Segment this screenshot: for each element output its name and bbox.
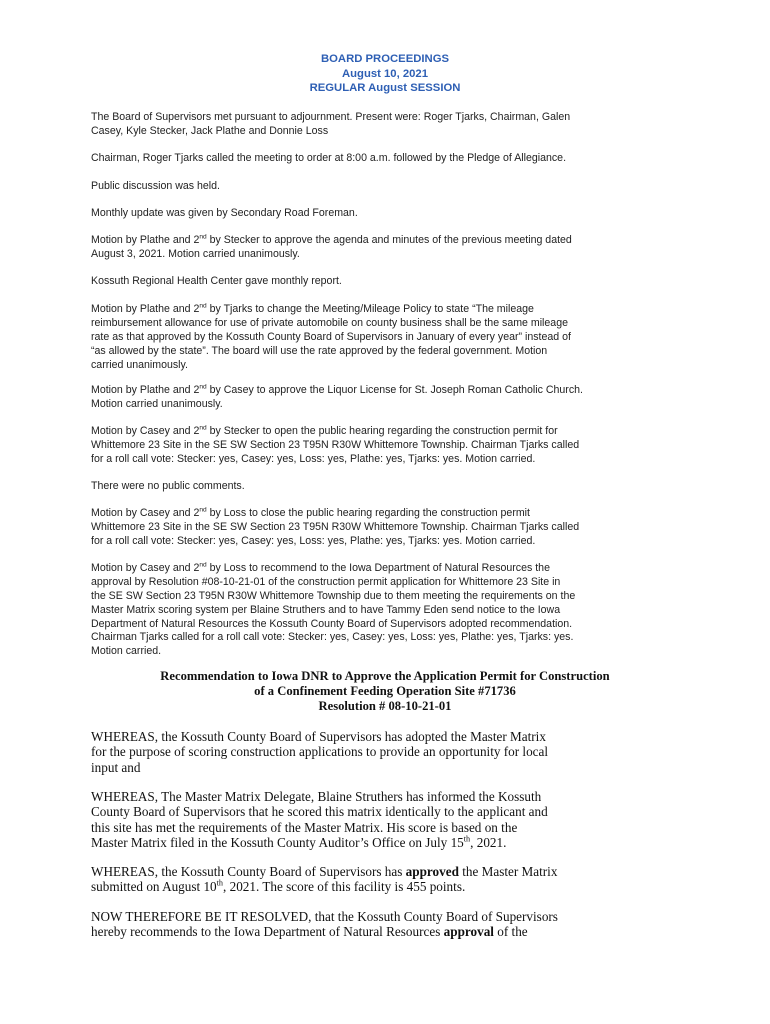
minutes-paragraph: [91, 111, 681, 139]
minutes-paragraph: [91, 507, 681, 549]
text-line: “as allowed by the state”. The board will use the rate approved by the federal government. Motion: [91, 344, 548, 357]
header-date: August 10, 2021: [341, 67, 429, 80]
text-line: Motion by Plathe and 2nd by Stecker to approve the agenda and minutes of the previous meeting dated: [91, 233, 572, 246]
text-line: WHEREAS, The Master Matrix Delegate, Blaine Struthers has informed the Kossuth: [91, 789, 542, 804]
resolution-title: [0, 669, 770, 713]
text-line: Master Matrix filed in the Kossuth County Auditor’s Office on July 15th, 2021.: [91, 834, 507, 851]
minutes-paragraph: [91, 180, 681, 194]
resolution-title-line-1: Recommendation to Iowa DNR to Approve the Application Permit for Construction: [160, 669, 610, 683]
minutes-paragraph: [91, 562, 681, 659]
text-line: rate as that approved by the Kossuth County Board of Supervisors in January of every year” instead of: [91, 330, 571, 343]
resolution-paragraph: [91, 729, 681, 775]
resolution-title-line-2: of a Confinement Feeding Operation Site #71736: [254, 683, 516, 698]
text-line: for a roll call vote: Stecker: yes, Casey: yes, Loss: yes, Plathe: yes, Tjarks: yes. Motion carried.: [91, 452, 536, 465]
minutes-paragraph: [91, 207, 681, 221]
header-session: REGULAR August SESSION: [309, 82, 461, 94]
resolution-number: Resolution # 08-10-21-01: [318, 698, 452, 713]
text-line: Motion by Casey and 2nd by Loss to close the public hearing regarding the construction permit: [91, 506, 530, 519]
text-line: Department of Natural Resources the Kossuth County Board of Supervisors adopted recommendation.: [91, 617, 573, 630]
text-line: the SE SW Section 23 T95N R30W Whittemore Township due to them meeting the requirements on the: [91, 589, 576, 602]
text-line: Whittemore 23 Site in the SE SW Section 23 T95N R30W Whittemore Township. Chairman Tjarks called: [91, 520, 580, 533]
text-line: Chairman, Roger Tjarks called the meeting to order at 8:00 a.m. followed by the Pledge of Allegiance.: [91, 152, 567, 164]
document-header: [0, 52, 770, 96]
text-line: There were no public comments.: [91, 480, 245, 492]
text-line: WHEREAS, the Kossuth County Board of Supervisors has adopted the Master Matrix: [91, 729, 546, 744]
text-line: Motion by Plathe and 2nd by Tjarks to change the Meeting/Mileage Policy to state “The mileage: [91, 302, 534, 315]
text-line: NOW THEREFORE BE IT RESOLVED, that the Kossuth County Board of Supervisors: [91, 909, 558, 924]
text-line: Motion by Casey and 2nd by Stecker to open the public hearing regarding the construction permit for: [91, 424, 558, 437]
text-line: for a roll call vote: Stecker: yes, Casey: yes, Loss: yes, Plathe: yes, Tjarks: yes. Motion carried.: [91, 534, 536, 547]
text-line: The Board of Supervisors met pursuant to adjournment. Present were: Roger Tjarks, Chairman, Galen: [91, 111, 571, 123]
header-title: BOARD PROCEEDINGS: [320, 53, 450, 65]
text-line: Motion by Plathe and 2nd by Casey to approve the Liquor License for St. Joseph Roman Catholic Church.: [91, 383, 583, 396]
minutes-paragraph: [91, 480, 681, 494]
text-line: Motion by Casey and 2nd by Loss to recommend to the Iowa Department of Natural Resources the: [91, 561, 550, 574]
text-line: reimbursement allowance for use of private automobile on county business shall be the same mileage: [91, 316, 568, 329]
text-line: approval by Resolution #08-10-21-01 of the construction permit application for Whittemore 23 Site in: [91, 575, 561, 588]
text-line: Kossuth Regional Health Center gave monthly report.: [91, 275, 342, 287]
minutes-paragraph: [91, 152, 681, 166]
text-line: Master Matrix scoring system per Blaine Struthers and to have Tammy Eden send notice to the Iowa: [91, 603, 561, 616]
text-line: submitted on August 10th, 2021. The score of this facility is 455 points.: [91, 879, 466, 895]
text-line: Motion carried unanimously.: [91, 397, 223, 410]
text-line: input and: [91, 759, 141, 775]
text-line: Whittemore 23 Site in the SE SW Section 23 T95N R30W Whittemore Township. Chairman Tjarks called: [91, 438, 580, 451]
minutes-paragraph: [91, 303, 681, 372]
text-line: this site has met the requirements of the Master Matrix. His score is based on the: [91, 819, 518, 835]
resolution-paragraph: [91, 789, 681, 851]
text-line: County Board of Supervisors that he scored this matrix identically to the applicant and: [91, 804, 548, 820]
resolution-paragraph: [91, 909, 681, 940]
minutes-paragraph: [91, 425, 681, 467]
resolution-paragraph: [91, 864, 681, 895]
text-line: Casey, Kyle Stecker, Jack Plathe and Donnie Loss: [91, 124, 329, 137]
minutes-paragraph: [91, 384, 681, 412]
text-line: Monthly update was given by Secondary Road Foreman.: [91, 207, 358, 219]
text-line: WHEREAS, the Kossuth County Board of Supervisors has approved the Master Matrix: [91, 864, 558, 879]
text-line: Chairman Tjarks called for a roll call vote: Stecker: yes, Casey: yes, Loss: yes, Plathe: yes, Tjarks: yes.: [91, 631, 574, 644]
text-line: August 3, 2021. Motion carried unanimously.: [91, 247, 300, 260]
text-line: for the purpose of scoring construction applications to provide an opportunity for local: [91, 744, 549, 760]
text-line: Motion carried.: [91, 645, 162, 658]
text-line: carried unanimously.: [91, 358, 188, 371]
text-line: Public discussion was held.: [91, 180, 220, 192]
text-line: hereby recommends to the Iowa Department of Natural Resources approval of the: [91, 924, 528, 940]
minutes-paragraph: [91, 275, 681, 289]
minutes-paragraph: [91, 234, 681, 262]
